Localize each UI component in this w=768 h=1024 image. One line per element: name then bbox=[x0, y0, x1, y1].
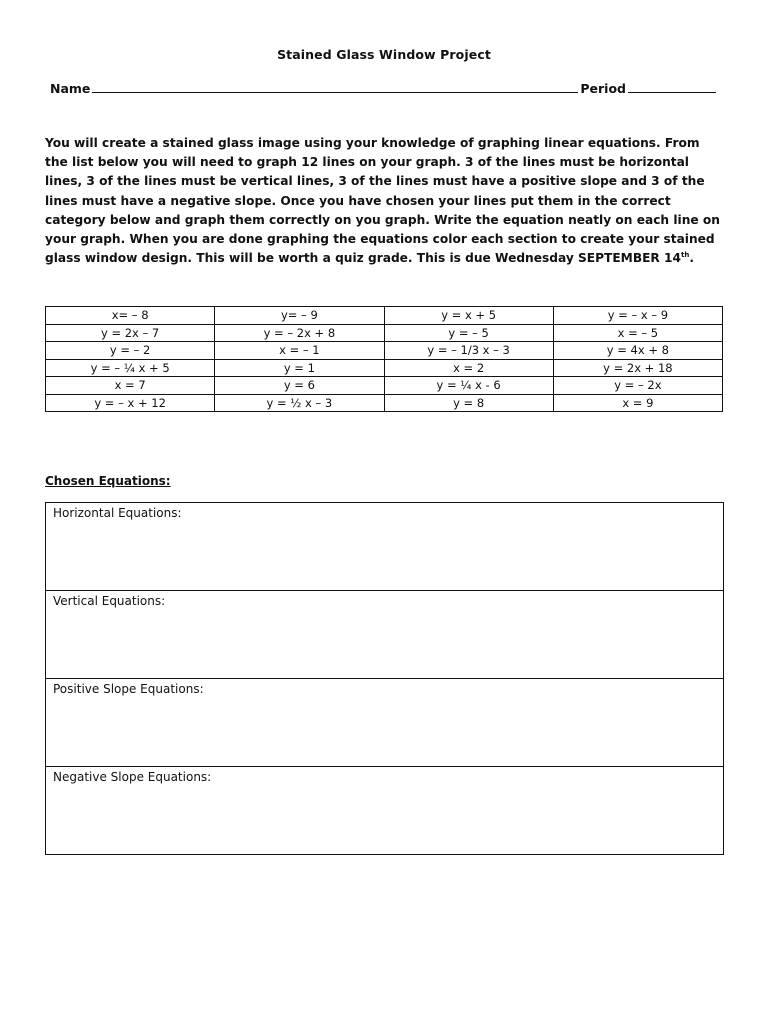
equations-table bbox=[45, 306, 723, 412]
table-cell: y= – 9 bbox=[215, 307, 384, 325]
table-cell: x = 7 bbox=[46, 377, 215, 395]
period-blank bbox=[628, 91, 716, 93]
table-row bbox=[46, 359, 723, 377]
instructions-paragraph bbox=[45, 134, 725, 268]
chosen-equations-heading: Chosen Equations: bbox=[45, 474, 171, 488]
instructions-text: You will create a stained glass image using your knowledge of graphing linear equations. From the list below you will need to graph 12 lines on your graph. 3 of the lines must be horizontal lines, 3 of the lines must be vertical lines, 3 of the lines must have a positive slope and 3 of the lines must have a negative slope. Once you have chosen your lines put them in the correct category below and graph them correctly on you graph. Write the equation neatly on each line on your graph. When you are done graphing the equations color each section to create your stained glass window design. This will be worth a quiz grade. This is due Wednesday SEPTEMBER 14 bbox=[45, 136, 720, 266]
vertical-equations-label: Vertical Equations: bbox=[53, 594, 166, 608]
positive-slope-equations-label: Positive Slope Equations: bbox=[53, 682, 204, 696]
name-period-line bbox=[50, 78, 718, 96]
instructions-superscript: th bbox=[681, 251, 690, 260]
table-cell: y = 8 bbox=[384, 394, 553, 412]
table-cell: x= – 8 bbox=[46, 307, 215, 325]
table-row bbox=[46, 324, 723, 342]
table-row bbox=[46, 394, 723, 412]
table-cell: y = – 2x bbox=[553, 377, 722, 395]
table-row bbox=[46, 307, 723, 325]
table-cell: y = – x – 9 bbox=[553, 307, 722, 325]
instructions-end: . bbox=[689, 251, 695, 266]
table-cell: y = ¼ x - 6 bbox=[384, 377, 553, 395]
table-cell: y = 1 bbox=[215, 359, 384, 377]
horizontal-equations-section[interactable] bbox=[46, 503, 723, 591]
horizontal-equations-label: Horizontal Equations: bbox=[53, 506, 182, 520]
table-cell: y = – 2x + 8 bbox=[215, 324, 384, 342]
table-cell: x = 2 bbox=[384, 359, 553, 377]
name-blank bbox=[92, 91, 578, 93]
table-cell: x = 9 bbox=[553, 394, 722, 412]
table-cell: y = x + 5 bbox=[384, 307, 553, 325]
table-cell: y = ½ x – 3 bbox=[215, 394, 384, 412]
table-cell: x = – 1 bbox=[215, 342, 384, 360]
table-cell: y = – 1/3 x – 3 bbox=[384, 342, 553, 360]
document-title: Stained Glass Window Project bbox=[277, 47, 491, 62]
name-label: Name bbox=[50, 81, 91, 96]
chosen-equations-box bbox=[45, 502, 724, 855]
table-cell: y = 2x + 18 bbox=[553, 359, 722, 377]
table-cell: y = – 2 bbox=[46, 342, 215, 360]
negative-slope-equations-label: Negative Slope Equations: bbox=[53, 770, 212, 784]
negative-slope-equations-section[interactable] bbox=[46, 767, 723, 854]
table-row bbox=[46, 342, 723, 360]
table-cell: y = 4x + 8 bbox=[553, 342, 722, 360]
table-cell: x = – 5 bbox=[553, 324, 722, 342]
positive-slope-equations-section[interactable] bbox=[46, 679, 723, 767]
period-label: Period bbox=[580, 81, 626, 96]
table-cell: y = 6 bbox=[215, 377, 384, 395]
table-cell: y = 2x – 7 bbox=[46, 324, 215, 342]
table-cell: y = – ¼ x + 5 bbox=[46, 359, 215, 377]
table-row bbox=[46, 377, 723, 395]
table-cell: y = – x + 12 bbox=[46, 394, 215, 412]
table-cell: y = – 5 bbox=[384, 324, 553, 342]
vertical-equations-section[interactable] bbox=[46, 591, 723, 679]
